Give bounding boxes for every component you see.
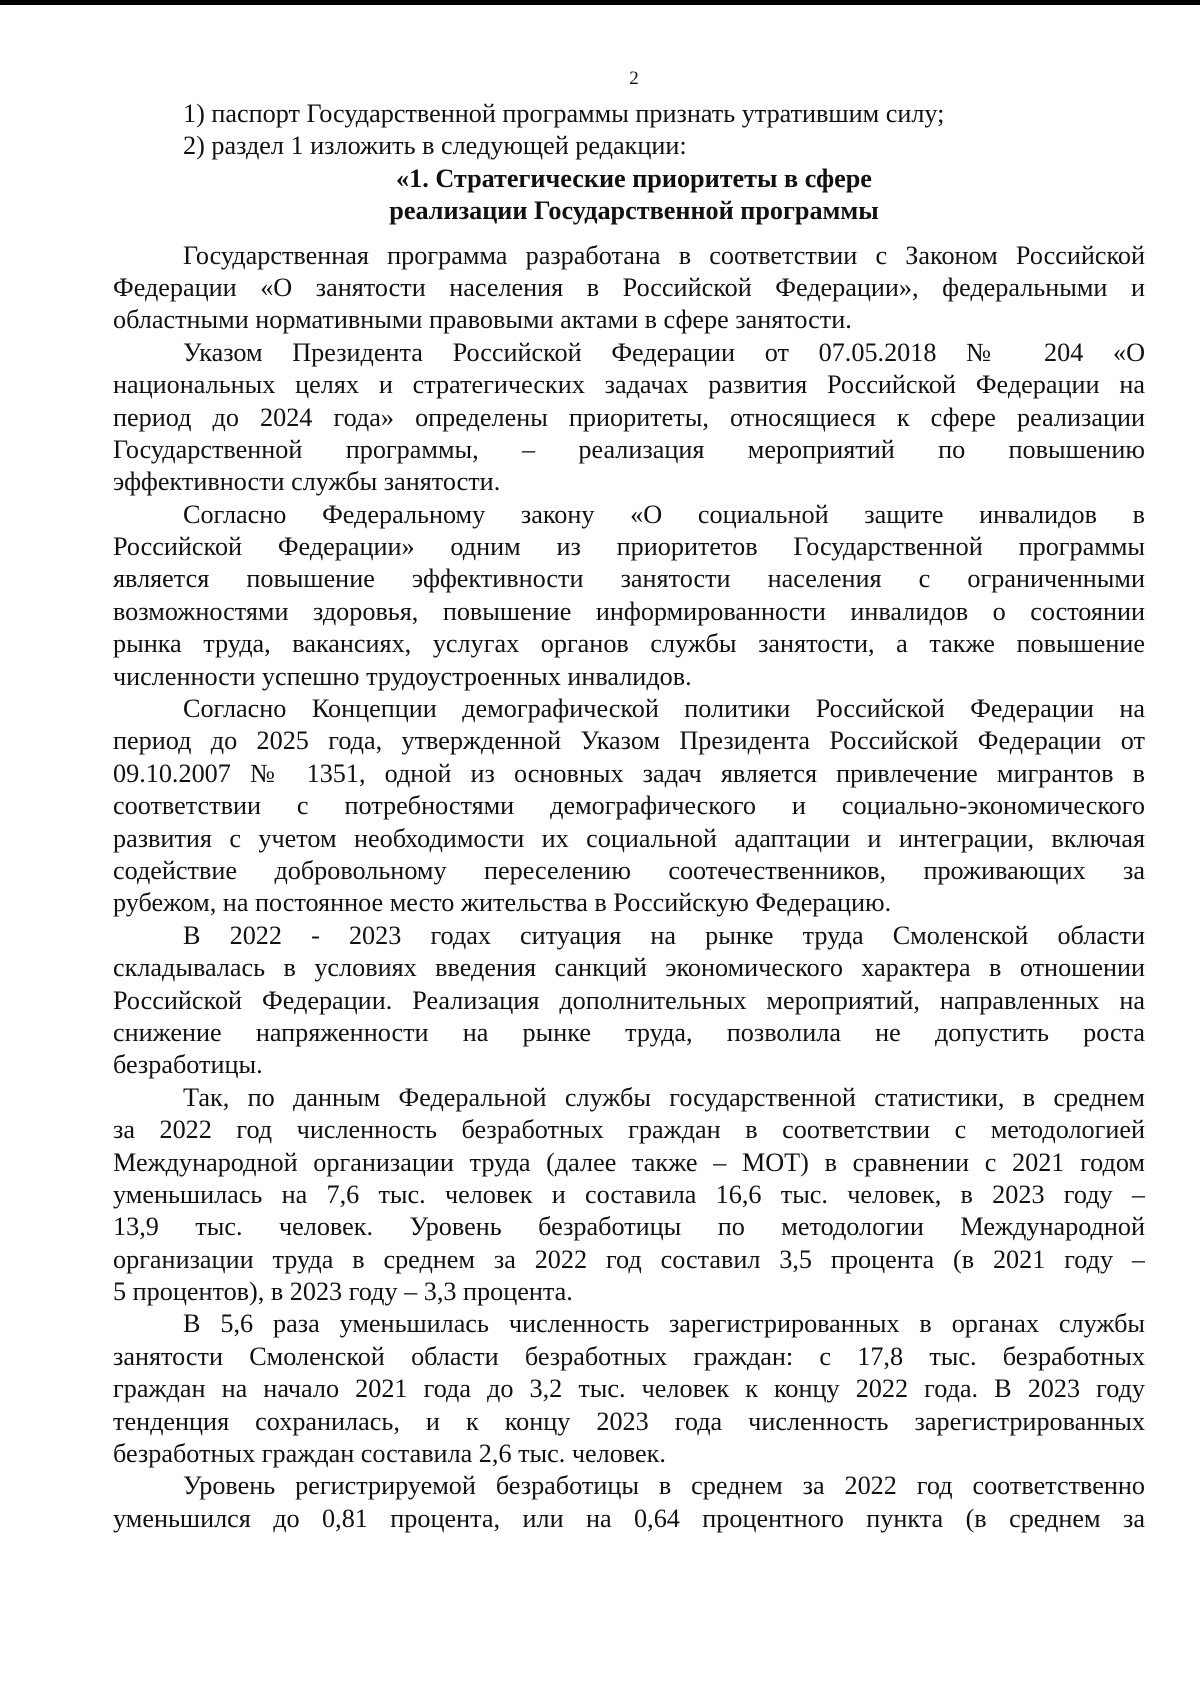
paragraph-line: 5 процентов), в 2023 году – 3,3 процента. <box>113 1277 573 1307</box>
paragraph-line: соответствии с потребностями демографического и социально-экономического <box>113 791 1145 821</box>
paragraph-line: тенденция сохранилась, и к концу 2023 года численность зарегистрированных <box>113 1406 1145 1436</box>
section-heading-line: «1. Стратегические приоритеты в сфере <box>396 163 872 193</box>
paragraph-line: Государственная программа разработана в соответствии с Законом Российской <box>183 240 1145 270</box>
paragraph-line: численности успешно трудоустроенных инвалидов. <box>113 661 692 691</box>
paragraph-line: занятости Смоленской области безработных граждан: с 17,8 тыс. безработных <box>113 1341 1145 1371</box>
body-text <box>113 240 1145 1536</box>
paragraph <box>113 240 1145 337</box>
paragraph-line: Российской Федерации» одним из приоритетов Государственной программы <box>113 532 1145 562</box>
paragraph-line: рубежом, на постоянное место жительства в Российскую Федерацию. <box>113 888 892 918</box>
paragraph-line: за 2022 год численность безработных граждан в соответствии с методологией <box>113 1115 1145 1145</box>
paragraph-line: безработицы. <box>113 1050 263 1080</box>
paragraph-line: безработных граждан составила 2,6 тыс. человек. <box>113 1439 666 1469</box>
paragraph-line: эффективности службы занятости. <box>113 467 501 497</box>
paragraph-line: 09.10.2007 № 1351, одной из основных задач является привлечение мигрантов в <box>113 758 1145 788</box>
heading-gap <box>113 228 1145 240</box>
paragraph-line: Указом Президента Российской Федерации от 07.05.2018 № 204 «О <box>183 337 1145 367</box>
paragraph-line: В 5,6 раза уменьшилась численность зарегистрированных в органах службы <box>183 1309 1145 1339</box>
paragraph <box>113 1082 1145 1309</box>
paragraph-line: содействие добровольному переселению соотечественников, проживающих за <box>113 855 1145 885</box>
paragraph-line: 13,9 тыс. человек. Уровень безработицы по методологии Международной <box>113 1212 1145 1242</box>
paragraph-line: период до 2024 года» определены приоритеты, относящиеся к сфере реализации <box>113 402 1145 432</box>
paragraph-line: Уровень регистрируемой безработицы в среднем за 2022 год соответственно <box>183 1471 1145 1501</box>
paragraph-line: Согласно Федеральному закону «О социальной защите инвалидов в <box>183 499 1145 529</box>
paragraph-line: В 2022 - 2023 годах ситуация на рынке труда Смоленской области <box>183 920 1145 950</box>
intro-line: 2) раздел 1 изложить в следующей редакции: <box>183 131 687 161</box>
paragraph-line: уменьшился до 0,81 процента, или на 0,64 процентного пункта (в среднем за <box>113 1503 1145 1533</box>
paragraph-line: период до 2025 года, утвержденной Указом Президента Российской Федерации от <box>113 726 1145 756</box>
paragraph-line: Государственной программы, – реализация мероприятий по повышению <box>113 434 1145 464</box>
paragraph-line: организации труда в среднем за 2022 год составил 3,5 процента (в 2021 году – <box>113 1244 1145 1274</box>
paragraph <box>113 693 1145 920</box>
section-heading-line: реализации Государственной программы <box>389 196 879 226</box>
scan-top-edge <box>0 0 1200 5</box>
paragraph <box>113 1308 1145 1470</box>
paragraph-line: рынка труда, вакансиях, услугах органов службы занятости, а также повышение <box>113 629 1145 659</box>
paragraph-line: развития с учетом необходимости их социальной адаптации и интеграции, включая <box>113 823 1145 853</box>
paragraph-line: областными нормативными правовыми актами в сфере занятости. <box>113 305 852 335</box>
paragraph <box>113 337 1145 499</box>
paragraph <box>113 499 1145 693</box>
document-page <box>113 60 1145 1535</box>
paragraph-line: снижение напряженности на рынке труда, позволила не допустить роста <box>113 1017 1145 1047</box>
paragraph-line: национальных целях и стратегических задачах развития Российской Федерации на <box>113 370 1145 400</box>
paragraph-line: возможностями здоровья, повышение информированности инвалидов о состоянии <box>113 596 1145 626</box>
paragraph-line: Согласно Концепции демографической политики Российской Федерации на <box>183 694 1145 724</box>
paragraph-line: граждан на начало 2021 года до 3,2 тыс. человек к концу 2022 года. В 2023 году <box>113 1374 1145 1404</box>
paragraph-line: Так, по данным Федеральной службы государственной статистики, в среднем <box>183 1082 1145 1112</box>
paragraph-line: уменьшилась на 7,6 тыс. человек и составила 16,6 тыс. человек, в 2023 году – <box>113 1179 1145 1209</box>
paragraph <box>113 1470 1145 1535</box>
paragraph-line: Российской Федерации. Реализация дополнительных мероприятий, направленных на <box>113 985 1145 1015</box>
page-number: 2 <box>629 68 639 89</box>
paragraph-line: Федерации «О занятости населения в Российской Федерации», федеральными и <box>113 272 1145 302</box>
paragraph-line: складывалась в условиях введения санкций экономического характера в отношении <box>113 953 1145 983</box>
paragraph <box>113 920 1145 1082</box>
paragraph-line: является повышение эффективности занятости населения с ограниченными <box>113 564 1145 594</box>
intro-line: 1) паспорт Государственной программы признать утратившим силу; <box>183 99 945 128</box>
paragraph-line: Международной организации труда (далее также – МОТ) в сравнении с 2021 годом <box>113 1147 1145 1177</box>
